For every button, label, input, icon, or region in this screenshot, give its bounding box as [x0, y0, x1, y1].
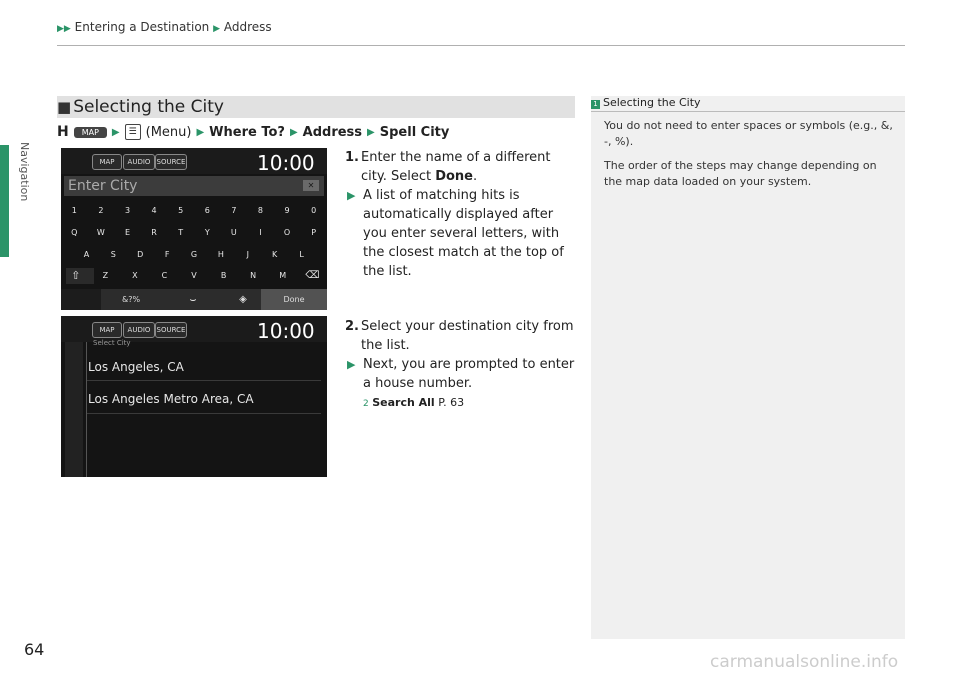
map-button[interactable]: MAP	[92, 154, 122, 170]
space-key[interactable]: ⌣	[161, 289, 225, 310]
side-label: Navigation	[18, 142, 31, 202]
note-header	[591, 96, 905, 110]
note-body	[604, 118, 896, 198]
steps	[345, 148, 577, 414]
key[interactable]: 2	[98, 206, 104, 215]
key[interactable]: Z	[102, 271, 109, 280]
note-icon: 1	[591, 100, 600, 109]
result-text: Next, you are prompted to enter a house number.	[363, 357, 575, 391]
result-arrow-icon: ▶	[347, 189, 356, 202]
key[interactable]: X	[132, 271, 138, 280]
address-label: Address	[302, 124, 363, 140]
key[interactable]: D	[137, 250, 144, 259]
backspace-key[interactable]: ⌫	[305, 270, 320, 281]
shift-key[interactable]: ⇧	[71, 269, 81, 282]
key[interactable]: G	[190, 250, 198, 259]
clock: 10:00	[257, 319, 315, 343]
section-square-icon: ■	[57, 98, 72, 116]
header-rule	[57, 45, 905, 46]
key[interactable]: R	[151, 228, 157, 237]
result-arrow-icon: ▶	[347, 358, 356, 371]
key[interactable]: K	[272, 250, 278, 259]
note-paragraph: You do not need to enter spaces or symbols (e.g., &, -, %).	[604, 119, 893, 148]
key[interactable]: B	[220, 271, 227, 280]
key[interactable]: 6	[204, 206, 210, 215]
menu-path	[57, 124, 449, 140]
step-1-result	[345, 186, 577, 281]
keyboard-row-middle	[61, 250, 327, 259]
key[interactable]: 7	[231, 206, 237, 215]
keyboard-row-digits	[61, 206, 327, 215]
section-heading	[57, 96, 575, 118]
note-paragraph: The order of the steps may change depending on the map data loaded on your system.	[604, 159, 877, 188]
input-placeholder: Enter City	[68, 178, 138, 194]
key[interactable]: I	[259, 228, 262, 237]
keyboard-row-bottom	[61, 271, 327, 282]
step-gap	[345, 281, 577, 317]
clock: 10:00	[257, 151, 315, 175]
key[interactable]: A	[83, 250, 90, 259]
key[interactable]: 1	[71, 206, 77, 215]
source-button[interactable]: SOURCE	[155, 322, 187, 338]
key[interactable]: M	[279, 271, 287, 280]
key[interactable]: 5	[178, 206, 184, 215]
bottom-spacer	[61, 289, 101, 310]
list-divider	[86, 342, 87, 477]
home-key: H	[57, 124, 69, 140]
done-button[interactable]: Done	[261, 289, 327, 310]
side-note	[591, 96, 905, 639]
note-rule	[591, 111, 905, 112]
key[interactable]: Y	[204, 228, 210, 237]
list-scroll-strip[interactable]	[65, 342, 83, 477]
select-city-screen	[61, 316, 327, 477]
clear-icon[interactable]: ✕	[303, 180, 319, 191]
reference-icon: 2	[363, 399, 369, 409]
breadcrumb-item[interactable]: Entering a Destination	[74, 20, 210, 34]
list-rule	[87, 413, 321, 414]
key[interactable]: U	[230, 228, 237, 237]
list-title: Select City	[93, 339, 131, 347]
key[interactable]: 9	[284, 206, 290, 215]
key[interactable]: P	[311, 228, 317, 237]
list-rule	[87, 380, 321, 381]
breadcrumb	[57, 20, 272, 34]
key[interactable]: O	[283, 228, 291, 237]
key[interactable]: H	[217, 250, 224, 259]
voice-icon[interactable]: ◈	[225, 289, 261, 310]
keyboard-bottom-bar	[61, 289, 327, 310]
spell-city-label: Spell City	[379, 124, 450, 140]
side-tab-marker	[0, 145, 9, 257]
list-item[interactable]: Los Angeles Metro Area, CA	[88, 392, 254, 406]
menu-label: (Menu)	[145, 124, 192, 140]
key[interactable]: Q	[71, 228, 78, 237]
menu-icon: ☰	[125, 124, 141, 140]
key[interactable]: E	[124, 228, 131, 237]
audio-button[interactable]: AUDIO	[123, 154, 155, 170]
keyboard-row-top	[61, 228, 327, 237]
arrow-icon: ▶	[111, 126, 120, 138]
key[interactable]: C	[161, 271, 168, 280]
audio-button[interactable]: AUDIO	[123, 322, 155, 338]
breadcrumb-arrow-icon: ▶	[213, 24, 221, 34]
key[interactable]: 4	[151, 206, 157, 215]
step-2	[345, 317, 577, 355]
key[interactable]: V	[191, 271, 197, 280]
enter-city-input[interactable]	[64, 176, 324, 196]
key[interactable]: 8	[257, 206, 263, 215]
note-title: Selecting the City	[603, 96, 701, 109]
done-label: Done	[435, 169, 473, 184]
source-button[interactable]: SOURCE	[155, 154, 187, 170]
arrow-icon: ▶	[289, 126, 298, 138]
step-number: 2.	[345, 319, 359, 334]
enter-city-screen	[61, 148, 327, 310]
section-title: Selecting the City	[73, 97, 224, 117]
key[interactable]: W	[96, 228, 105, 237]
step-number: 1.	[345, 150, 359, 165]
watermark: carmanualsonline.info	[710, 652, 899, 672]
step-2-result	[345, 355, 577, 393]
reference-title[interactable]: Search All	[372, 396, 435, 409]
map-key: MAP	[74, 127, 107, 138]
key[interactable]: S	[110, 250, 116, 259]
result-text: A list of matching hits is automatically displayed after you enter several letters, with the closest match at the top of the list.	[363, 188, 564, 279]
symbols-key[interactable]: &?%	[101, 289, 161, 310]
arrow-icon: ▶	[367, 126, 375, 138]
step-1	[345, 148, 577, 186]
cross-reference[interactable]	[363, 393, 577, 414]
where-to-label: Where To?	[209, 124, 285, 140]
key[interactable]: N	[250, 271, 257, 280]
key[interactable]: T	[178, 228, 184, 237]
step-text-end: .	[473, 169, 478, 184]
key[interactable]: 3	[124, 206, 131, 215]
key[interactable]: 0	[311, 206, 317, 215]
breadcrumb-item[interactable]: Address	[223, 20, 272, 34]
page-number: 64	[24, 640, 45, 659]
key[interactable]: F	[164, 250, 170, 259]
breadcrumb-arrow-icon: ▶▶	[57, 24, 71, 34]
reference-page: P. 63	[434, 396, 465, 409]
screen-top-bar	[61, 148, 327, 174]
list-item[interactable]: Los Angeles, CA	[88, 360, 184, 374]
step-text: Enter the name of a different city. Select	[361, 150, 551, 184]
map-button[interactable]: MAP	[92, 322, 122, 338]
key[interactable]: L	[299, 250, 304, 259]
step-text: Select your destination city from the list.	[361, 319, 574, 353]
key[interactable]: J	[246, 250, 249, 259]
arrow-icon: ▶	[196, 126, 205, 138]
